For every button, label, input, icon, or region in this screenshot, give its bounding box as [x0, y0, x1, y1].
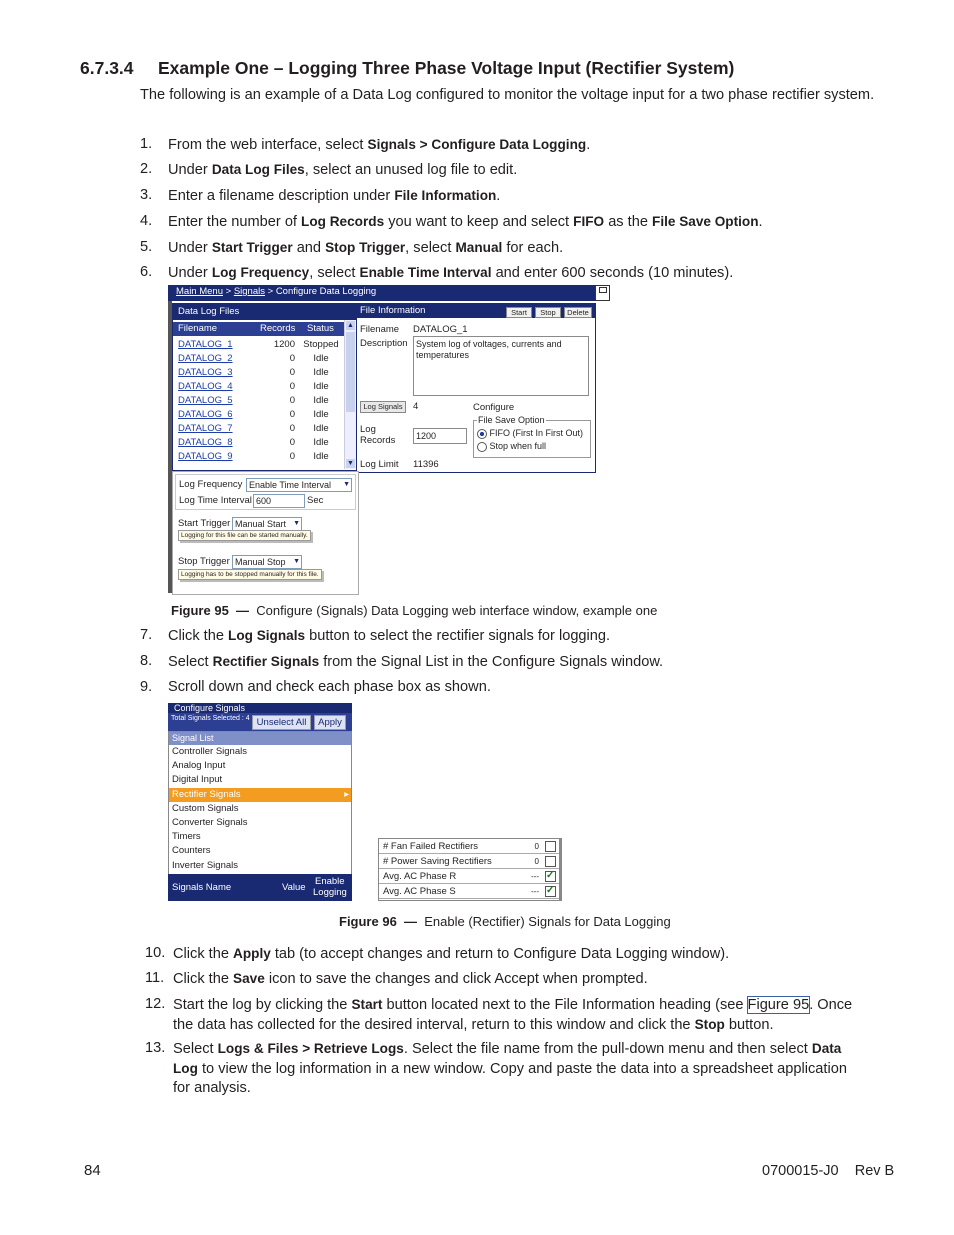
status-cell: Idle	[313, 451, 329, 462]
log-records-input[interactable]: 1200	[413, 428, 467, 444]
records-cell: 0	[289, 353, 295, 364]
signal-value: 0	[534, 842, 539, 851]
section-number: 6.7.3.4	[80, 58, 134, 78]
signal-row	[379, 884, 559, 899]
rectifier-signals-frame	[378, 838, 562, 901]
stop-when-full-radio[interactable]	[477, 442, 487, 452]
log-file-link[interactable]: DATALOG_2	[178, 353, 233, 364]
signal-name: Avg. AC Phase R	[383, 871, 457, 882]
filename-label: Filename	[360, 324, 400, 335]
figure-96-caption: Figure 96 — Enable (Rectifier) Signals for Data Logging	[339, 914, 671, 929]
log-file-link[interactable]: DATALOG_7	[178, 423, 233, 434]
signal-list-panel	[168, 731, 352, 875]
apply-button[interactable]: Apply	[314, 715, 346, 730]
log-frequency-group	[175, 474, 356, 510]
section-heading	[80, 58, 734, 79]
stop-button[interactable]: Stop	[535, 307, 561, 318]
fifo-option[interactable]: FIFO (First In First Out)	[477, 428, 583, 439]
signal-list-item[interactable]: Rectifier Signals ▸	[169, 788, 351, 802]
save-icon[interactable]	[595, 285, 610, 301]
signal-list-item[interactable]: Controller Signals	[172, 746, 247, 757]
figure-95-caption: Figure 95 — Configure (Signals) Data Logging web interface window, example one	[171, 603, 658, 618]
data-log-files-panel	[172, 303, 357, 471]
intro-paragraph: The following is an example of a Data Log configured to monitor the voltage input for a two phase rectifier system.	[140, 87, 875, 103]
breadcrumb-signals[interactable]: Signals	[233, 286, 265, 297]
signal-value: 0	[534, 857, 539, 866]
status-cell: Idle	[313, 367, 329, 378]
log-file-link[interactable]: DATALOG_4	[178, 381, 233, 392]
signal-row	[379, 854, 559, 869]
signal-list-item[interactable]: Converter Signals	[172, 816, 248, 828]
records-cell: 0	[289, 409, 295, 420]
log-frequency-label: Log Frequency	[179, 479, 243, 490]
start-trigger-label: Start Trigger	[178, 518, 231, 529]
log-signals-button[interactable]: Log Signals	[360, 401, 406, 413]
enable-header-1: Enable	[315, 876, 345, 887]
log-limit-label: Log Limit	[360, 459, 399, 470]
status-cell: Idle	[313, 423, 329, 434]
records-cell: 0	[289, 437, 295, 448]
signals-name-header: Signals Name	[172, 882, 232, 893]
table-row[interactable]	[173, 436, 344, 450]
unselect-all-button[interactable]: Unselect All	[252, 715, 311, 730]
chevron-down-icon: ▼	[343, 481, 350, 488]
status-cell: Idle	[313, 437, 329, 448]
table-row[interactable]	[173, 352, 344, 366]
doc-number: 0700015-J0 Rev B	[762, 1163, 895, 1179]
enable-logging-checkbox-checked[interactable]: ✓	[546, 885, 555, 896]
records-cell: 0	[289, 381, 295, 392]
configure-label: Configure	[473, 402, 515, 413]
signals-footer	[168, 874, 352, 901]
col-status[interactable]: Status	[307, 323, 334, 334]
stop-trigger-label: Stop Trigger	[178, 556, 230, 567]
table-header	[173, 322, 344, 336]
log-file-link[interactable]: DATALOG_5	[178, 395, 233, 406]
log-settings-panel	[172, 471, 359, 595]
col-filename[interactable]: Filename	[178, 323, 218, 334]
enable-logging-checkbox[interactable]	[545, 856, 556, 867]
log-file-link[interactable]: DATALOG_9	[178, 451, 233, 462]
signal-list-item[interactable]: Digital Input	[172, 774, 223, 786]
signal-list	[169, 745, 351, 873]
log-records-label-2: Records	[360, 435, 396, 446]
signal-row	[379, 839, 559, 854]
fifo-radio[interactable]	[477, 429, 487, 439]
rectifier-signals-table	[378, 838, 562, 900]
signal-value: ---	[531, 872, 539, 881]
table-row[interactable]	[173, 408, 344, 422]
signal-row	[379, 869, 559, 884]
signal-list-item[interactable]: Inverter Signals	[172, 859, 239, 871]
log-file-link[interactable]: DATALOG_3	[178, 367, 233, 378]
configure-signals-window	[168, 703, 352, 901]
signal-list-item[interactable]: Counters	[172, 845, 211, 857]
stop-trigger-select[interactable]: Manual Stop ▼	[232, 555, 302, 569]
status-cell: Stopped	[303, 339, 339, 350]
signal-value: ---	[531, 887, 539, 896]
page-number: 84	[84, 1162, 101, 1179]
data-log-files-title: Data Log Files	[173, 304, 356, 320]
file-information-panel	[356, 303, 596, 473]
file-save-option-group	[473, 415, 591, 458]
log-time-interval-input[interactable]: 600	[253, 494, 305, 508]
start-trigger-select[interactable]: Manual Start ▼	[232, 517, 302, 531]
records-cell: 0	[289, 423, 295, 434]
table-row[interactable]	[173, 380, 344, 394]
table-row[interactable]	[173, 422, 344, 436]
records-cell: 0	[289, 395, 295, 406]
list-scrollbar[interactable]	[344, 320, 356, 469]
signal-name: Avg. AC Phase S	[383, 886, 456, 897]
scroll-up-icon[interactable]: ▲	[347, 322, 354, 329]
signal-list-header: Signal List	[169, 732, 351, 745]
log-time-interval-unit: Sec	[307, 495, 324, 506]
status-cell: Idle	[313, 409, 329, 420]
description-field[interactable]: System log of voltages, currents and temperatures	[413, 336, 589, 396]
configure-signals-title: Configure Signals	[168, 703, 352, 713]
signal-name: # Fan Failed Rectifiers	[383, 841, 479, 852]
filename-value: DATALOG_1	[413, 324, 468, 335]
total-selected-label: Total Signals Selected : 4	[171, 715, 250, 722]
stop-trigger-tooltip: Logging has to be stopped manually for this file.	[178, 569, 322, 580]
table-row[interactable]	[173, 450, 344, 464]
records-cell: 0	[289, 367, 295, 378]
description-label: Description	[360, 338, 408, 349]
signal-list-item[interactable]: Custom Signals	[172, 802, 239, 814]
status-cell: Idle	[313, 381, 329, 392]
log-time-interval-label: Log Time Interval	[179, 495, 252, 506]
table-row[interactable]	[173, 394, 344, 408]
log-limit-value: 11396	[413, 459, 439, 470]
table-row[interactable]	[173, 366, 344, 380]
scroll-down-icon[interactable]: ▼	[347, 460, 354, 467]
breadcrumb: Main Menu > Signals > Configure Data Logging	[168, 285, 603, 301]
figure-95-link[interactable]: Figure 95	[747, 997, 810, 1013]
configure-signals-toolbar	[168, 713, 352, 731]
chevron-right-icon: ▸	[344, 788, 349, 800]
value-header: Value	[282, 882, 306, 893]
enable-logging-checkbox[interactable]	[545, 841, 556, 852]
col-records[interactable]: Records	[260, 323, 296, 334]
section-title: Example One – Logging Three Phase Voltage Input (Rectifier System)	[158, 58, 735, 78]
records-cell: 0	[289, 451, 295, 462]
log-files-list	[173, 338, 344, 468]
chevron-down-icon: ▼	[293, 558, 300, 565]
start-trigger-tooltip: Logging for this file can be started manually.	[178, 530, 311, 541]
file-save-option-label: File Save Option	[478, 415, 545, 425]
log-records-label-1: Log	[360, 424, 376, 435]
log-file-link[interactable]: DATALOG_8	[178, 437, 233, 448]
delete-button[interactable]: Delete	[564, 307, 592, 318]
stop-when-full-option[interactable]: Stop when full	[477, 441, 546, 452]
breadcrumb-main-menu[interactable]: Main Menu	[176, 286, 223, 297]
figure-95-screenshot	[168, 285, 610, 593]
start-button[interactable]: Start	[506, 307, 532, 318]
log-file-link[interactable]: DATALOG_1	[178, 339, 233, 350]
log-frequency-select[interactable]: Enable Time Interval ▼	[246, 478, 352, 492]
table-row[interactable]	[173, 338, 344, 352]
chevron-down-icon: ▼	[293, 520, 300, 527]
signal-list-item[interactable]: Analog Input	[172, 760, 226, 772]
status-cell: Idle	[313, 353, 329, 364]
scroll-thumb[interactable]	[346, 332, 355, 412]
enable-logging-checkbox-checked[interactable]: ✓	[546, 870, 555, 881]
status-cell: Idle	[313, 395, 329, 406]
records-cell: 1200	[273, 339, 295, 350]
signal-list-item[interactable]: Timers	[172, 831, 201, 843]
enable-header-2: Logging	[313, 887, 347, 898]
log-file-link[interactable]: DATALOG_6	[178, 409, 233, 420]
file-information-title: File Information	[357, 304, 595, 318]
log-signals-count: 4	[413, 401, 419, 412]
signal-name: # Power Saving Rectifiers	[383, 856, 492, 867]
